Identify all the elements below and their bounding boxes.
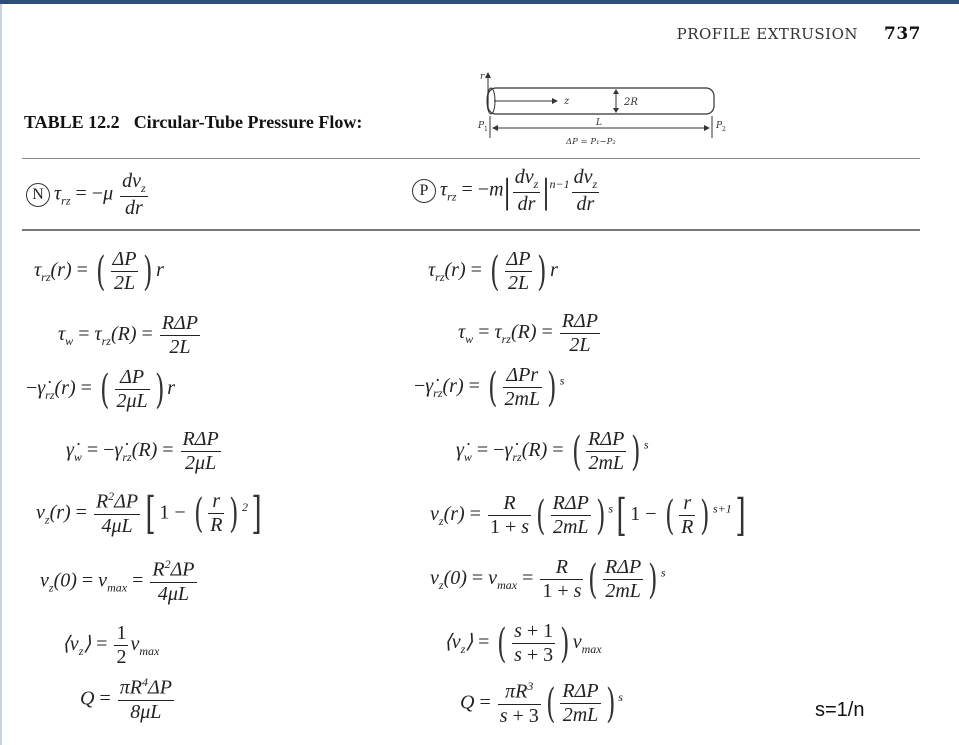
tube-diagram — [468, 70, 738, 154]
newtonian-shear-stress-profile: $\tau_{rz}(r)$ = ( $\frac{\Delta P}{2L}$ ) r — [34, 248, 164, 295]
rule-top — [22, 158, 920, 159]
table-number: TABLE 12.2 — [24, 112, 120, 132]
length-arrow-left — [492, 125, 498, 131]
power-law-constitutive-equation: P $\tau_{rz} = -m|$ $\frac{dv_z}{dr}$ $|^{n-1}$ $\frac{dv_z}{dr}$ — [412, 166, 601, 216]
power-law-max-velocity: $v_z(0) = v_{max}$ = $\frac{R}{1 + s}$ ( $\frac{\text{RΔP}}{2mL}$ ) $^s$ — [430, 556, 666, 603]
power-law-flow-rate: Q = $\frac{\pi R^3}{s + 3}$ ( $\frac{\text{RΔP}}{2mL}$ ) $^s$ — [460, 679, 623, 727]
page-number: 737 — [884, 24, 921, 44]
newtonian-shear-rate-profile: $-\gammȧ_{rz}(r)$ = ( $\frac{\Delta P}{2\mu L}$ ) r — [26, 366, 176, 413]
power-law-velocity-profile: $v_z(r)$ = $\frac{R}{1 + s}$ ( $\frac{\text{RΔP}}{2mL}$ ) $^s$[ 1 − ( $\frac{r}{R}$ ) $^{s+1}$] — [430, 489, 746, 541]
diameter-arrow-down — [613, 108, 619, 113]
newtonian-max-velocity: $v_z(0) = v_{max}$ = $\frac{R^2\Delta P}{4\mu L}$ — [40, 557, 195, 605]
newtonian-wall-shear-rate: $\gammȧ_w$ = $-\gammȧ_{rz}(R)$ = $\frac{\text{RΔP}}{2\mu L}$ — [66, 428, 219, 474]
power-law-average-velocity: $⟨v_z⟩$ = ( $\frac{s + 1}{s + 3}$ ) $v_{max}$ — [444, 620, 602, 667]
power-law-badge: P — [412, 179, 436, 203]
p2-subscript: 2 — [722, 126, 726, 133]
newtonian-wall-shear-stress: $\tau_w = \tau_{rz}(R)$ = $\frac{\text{RΔP}}{2L}$ — [58, 312, 198, 358]
z-axis-label: z — [564, 96, 570, 107]
newtonian-badge: N — [26, 183, 50, 207]
power-law-wall-shear-rate: $\gammȧ_w$ = $-\gammȧ_{rz}(R)$ = ( $\frac{\text{RΔP}}{2mL}$ ) $^s$ — [456, 428, 649, 475]
newtonian-average-velocity: $⟨v_z⟩$ = $\frac{1}{2}$ $v_{max}$ — [62, 622, 160, 668]
length-label: L — [596, 118, 602, 128]
p1-subscript: 1 — [484, 126, 488, 133]
delta-p-definition: ΔP = P₁−P₂ — [566, 137, 616, 147]
left-edge-line — [0, 4, 2, 745]
table-title — [24, 112, 362, 133]
r-axis-label: r — [480, 72, 485, 82]
p2-label: P — [716, 121, 723, 131]
z-axis-arrowhead — [552, 98, 558, 104]
length-arrow-right — [704, 125, 710, 131]
running-title: PROFILE EXTRUSION — [676, 25, 858, 43]
newtonian-constitutive-equation: N $\tau_{rz} = -\mu$ $\frac{dv_z}{dr}$ — [26, 170, 150, 220]
power-law-wall-shear-stress: $\tau_w = \tau_{rz}(R)$ = $\frac{\text{RΔP}}{2L}$ — [458, 310, 598, 356]
newtonian-flow-rate: Q = $\frac{\pi R^4\Delta P}{8\mu L}$ — [80, 675, 172, 723]
diameter-arrow-up — [613, 89, 619, 94]
power-index-note: s=1/n — [815, 699, 865, 721]
diameter-label: 2R — [624, 97, 638, 108]
table-caption: Circular-Tube Pressure Flow: — [133, 112, 363, 132]
top-accent-bar — [0, 0, 959, 4]
rule-double — [22, 229, 920, 231]
page-header — [677, 24, 921, 44]
p1-label: P — [478, 121, 485, 131]
power-law-shear-stress-profile: $\tau_{rz}(r)$ = ( $\frac{\Delta P}{2L}$ ) r — [428, 248, 558, 295]
r-axis-arrowhead — [485, 72, 491, 78]
newtonian-velocity-profile: $v_z(r)$ = $\frac{R^2\Delta P}{4\mu L}$ [ 1 − ( $\frac{r}{R}$ ) $^2$] — [36, 487, 262, 539]
power-law-shear-rate-profile: $-\gammȧ_{rz}(r)$ = ( $\frac{\text{ΔPr}}{2mL}$ ) $^s$ — [414, 364, 565, 411]
